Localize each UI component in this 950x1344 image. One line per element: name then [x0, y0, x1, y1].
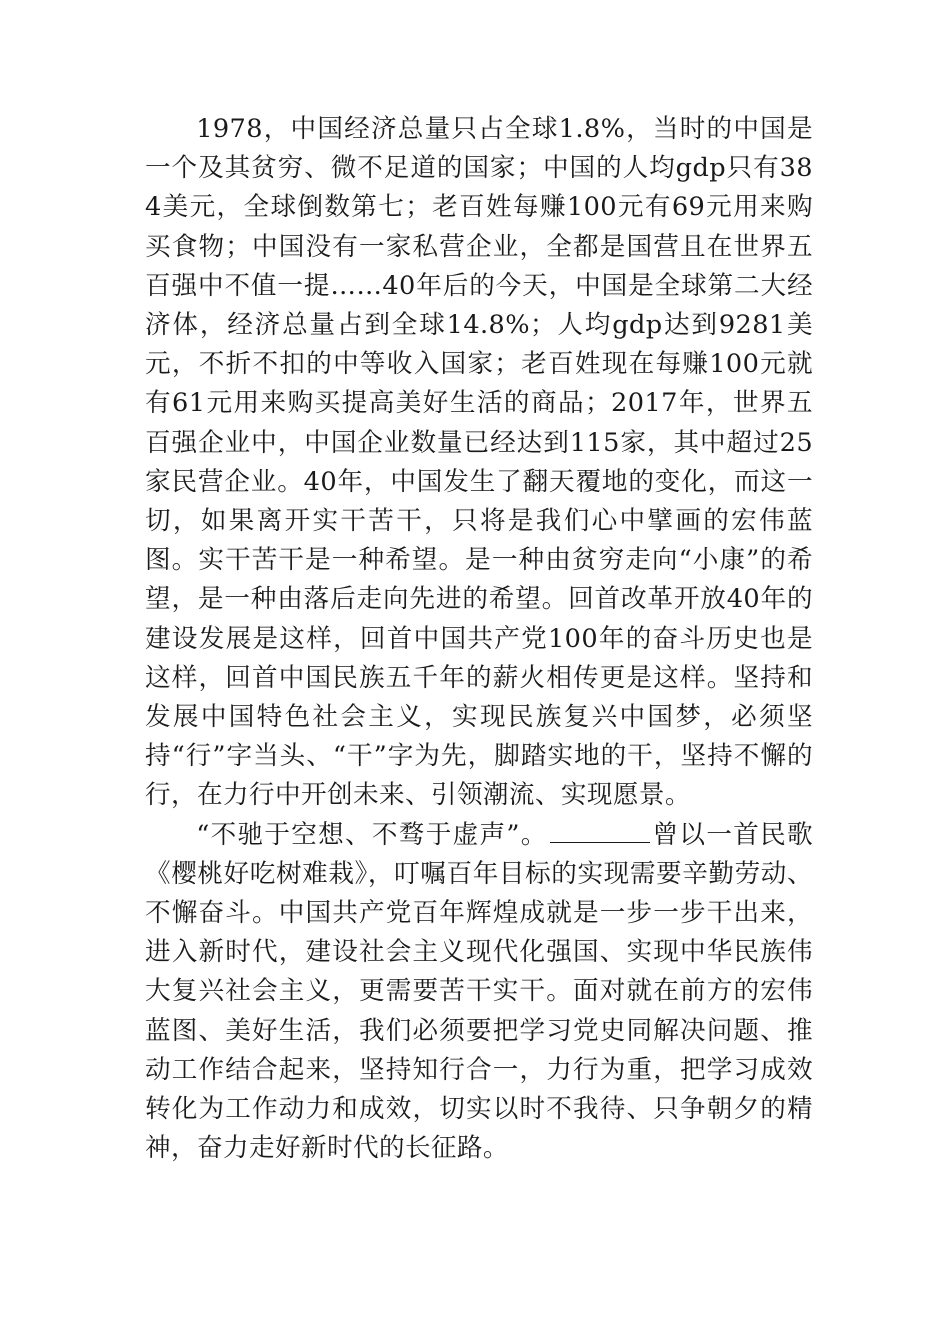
paragraph-quote-text: “不驰于空想、不骛于虚声”。 — [196, 819, 548, 850]
paragraph-hard-work — [145, 816, 813, 1169]
paragraph-economy-history: 1978，中国经济总量只占全球1.8%，当时的中国是一个及其贫穷、微不足道的国家；中国的人均gdp只有384美元，全球倒数第七；老百姓每赚100元有69元用来购买食物；中国没有一家私营企业，全都是国营且在世界五百强中不值一提……40年后的今天，中国是全球第二大经济体，经济总量占到全球14.8%；人均gdp达到9281美元，不折不扣的中等收入国家；老百姓现在每赚100元就有61元用来购买提高美好生活的商品；2017年，世界五百强企业中，中国企业数量已经达到115家，其中超过25家民营企业。40年，中国发生了翻天覆地的变化，而这一切，如果离开实干苦干，只将是我们心中擘画的宏伟蓝图。实干苦干是一种希望。是一种由贫穷走向“小康”的希望，是一种由落后走向先进的希望。回首改革开放40年的建设发展是这样，回首中国共产党100年的奋斗历史也是这样，回首中国民族五千年的薪火相传更是这样。坚持和发展中国特色社会主义，实现民族复兴中国梦，必须坚持“行”字当头、“干”字为先，脚踏实地的干，坚持不懈的行，在力行中开创未来、引领潮流、实现愿景。 — [145, 114, 813, 811]
paragraph-body-text: 曾以一首民歌《樱桃好吃树难栽》，叮嘱百年目标的实现需要辛勤劳动、不懈奋斗。中国共产党百年辉煌成就是一步一步干出来，进入新时代，建设社会主义现代化强国、实现中华民族伟大复兴社会主义，更需要苦干实干。面对就在前方的宏伟蓝图、美好生活，我们必须要把学习党史同解决问题、推动工作结合起来，坚持知行合一，力行为重，把学习成效转化为工作动力和成效，切实以时不我待、只争朝夕的精神，奋力走好新时代的长征路。 — [145, 819, 813, 1164]
document-body — [145, 110, 813, 1168]
fill-in-blank — [550, 820, 650, 843]
